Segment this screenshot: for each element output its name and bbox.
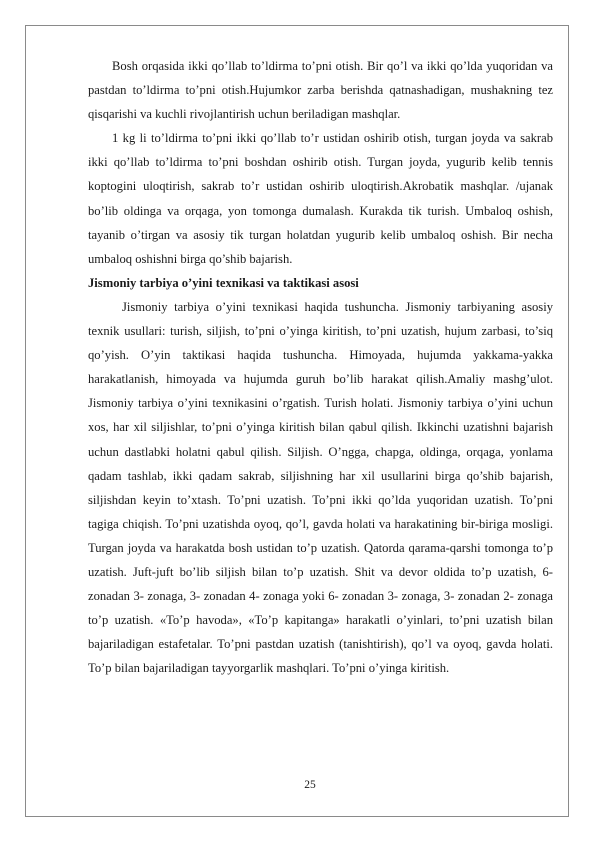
- paragraph-1: Bosh orqasida ikki qo’llab to’ldirma to’pni otish. Bir qo’l va ikki qo’lda yuqoridan va pastdan to’ldirma to’pni otish.Hujumkor zarba berishda qatnashadigan, mushakning tez qisqarishi va kuchli rivojlantirish uchun beriladigan mashqlar.: [88, 59, 553, 122]
- page-number: 25: [304, 779, 316, 791]
- paragraph-3: Jismoniy tarbiya o’yini texnikasi haqida tushuncha. Jismoniy tarbiyaning asosiy texnik usullari: turish, siljish, to’pni o’yinga kiritish, to’pni uzatish, hujum zarbasi, to’siq qo’yish. O’yin taktikasi haqida tushuncha. Himoyada, hujumda yakkama-yakka harakatlanish, himoyada va hujumda guruh bo’lib harakat qilish.Amaliy mashg’ulot. Jismoniy tarbiya o’yini texnikasini o’rgatish. Turish holati. Jismoniy tarbiya o’yini uchun xos, har xil siljishlar, to’pni o’yinga kiritish bilan qabul qilish. Ikkinchi uzatishni bajarish uchun dastlabki holatni qabul qilish. Siljish. O’ngga, chapga, oldinga, orqaga, yonlama qadam tashlab, ikki qadam sakrab, siljishning har xil usullarini birga qo’shib bajarish, siljishdan keyin to’xtash. To’pni uzatish. To’pni ikki qo’lda yuqoridan uzatish. To’pni tagiga chiqish. To’pni uzatishda oyoq, qo’l, gavda holati va harakatining bir-biriga mosligi. Turgan joyda va harakatda bosh ustidan to’p uzatish. Qatorda qarama-qarshi tomonga to’p uzatish. Juft-juft bo’lib siljish bilan to’p uzatish. Shit va devor oldida to’p uzatish, 6- zonadan 3- zonaga, 3- zonadan 4- zonaga yoki 6- zonadan 3- zonaga, 3- zonadan 2- zonaga to’p uzatish. «To’p havoda», «To’p kapitanga» harakatli o’yinlari, to’pni uzatish bilan bajariladigan estafetalar. To’pni pastdan uzatish (tanishtirish), qo’l va oyoq, gavda holati. To’p bilan bajariladigan tayyorgarlik mashqlari. To’pni o’yinga kiritish.: [88, 299, 553, 676]
- document-body: [88, 54, 553, 680]
- section-heading: Jismoniy tarbiya o’yini texnikasi va taktikasi asosi: [88, 275, 359, 290]
- paragraph-2: 1 kg li to’ldirma to’pni ikki qo’llab to’r ustidan oshirib otish, turgan joyda va sakrab ikki qo’llab to’ldirma to’pni boshdan oshirib otish. Turgan joyda, yugurib kelib tennis koptogini uloqtirish, sakrab to’r ustidan oshirib uloqtirish.Akrobatik mashqlar. /ujanak bo’lib oldinga va orqaga, yon tomonga dumalash. Kurakda tik turish. Umbaloq oshish, tayanib o’tirgan va asosiy tik turgan holatdan yugurib kelib umbaloq oshish. Bir necha umbaloq oshishni birga qo’shib bajarish.: [88, 131, 553, 266]
